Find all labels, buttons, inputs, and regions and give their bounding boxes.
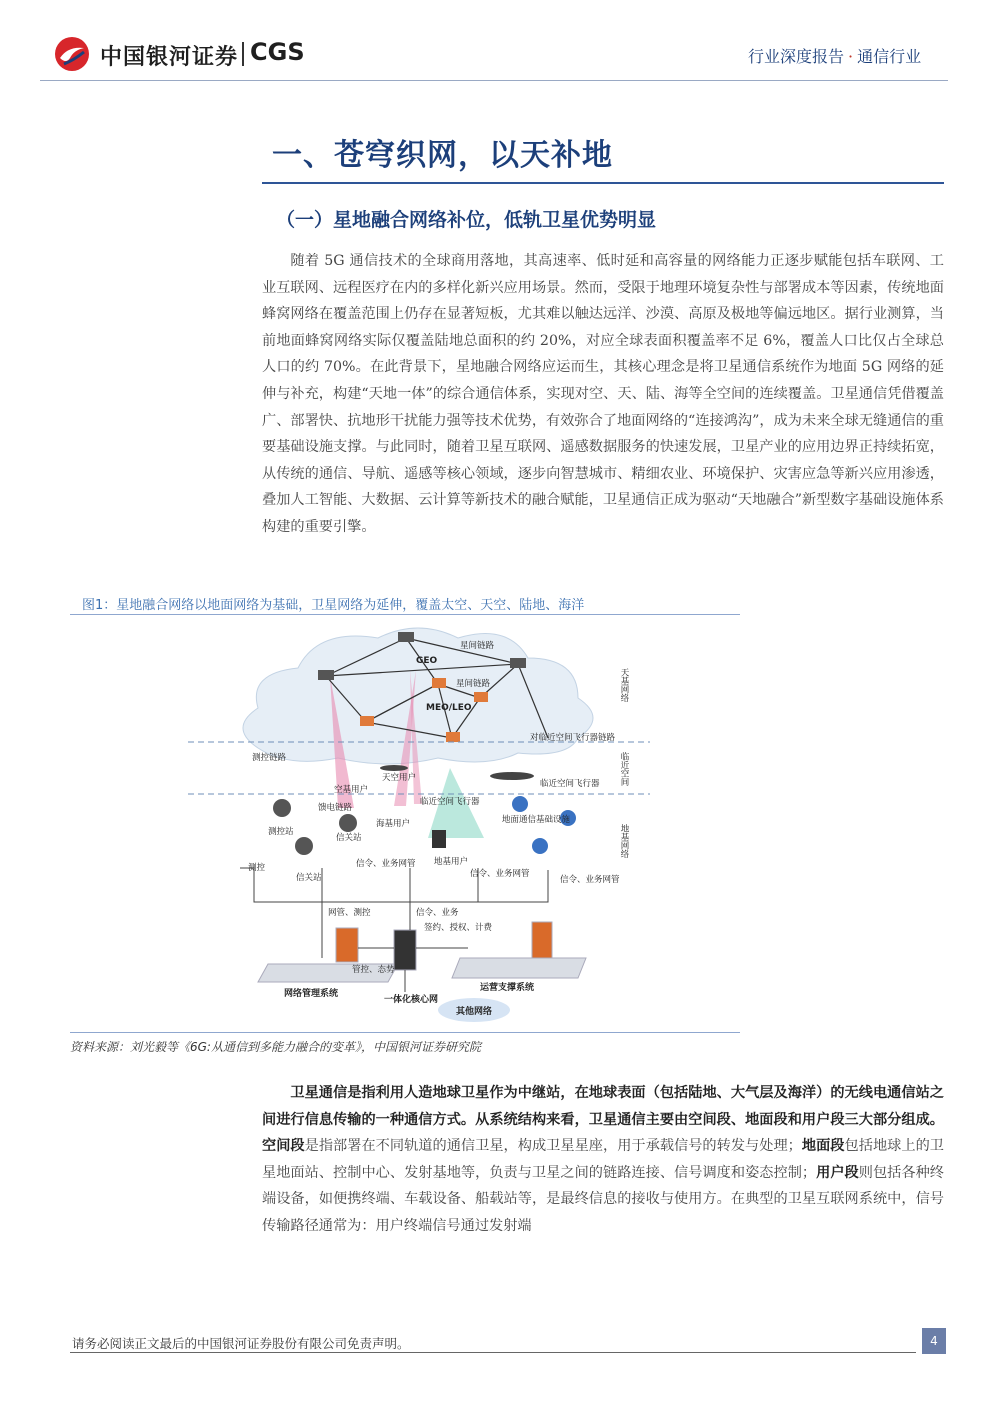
report-header — [748, 44, 921, 67]
geo-label: GEO — [416, 656, 438, 666]
para2-space-text: 是指部署在不同轨道的通信卫星，构成卫星星座，用于承载信号的转发与处理； — [304, 1138, 802, 1155]
gateway-label-2: 信关站 — [296, 873, 322, 883]
body-paragraph-1: 随着 5G 通信技术的全球商用落地，其高速率、低时延和高容量的网络能力正逐步赋能包括车联网、工业互联网、远程医疗在内的多样化新兴应用场景。然而，受限于地理环境复杂性与部署成本等因素，传统地面蜂窝网络在覆盖范围上仍存在显著短板，尤其难以触达远洋、沙漠、高原及极地等偏远地区。据行业测算，当前地面蜂窝网络实际仅覆盖陆地总面积的约 20%，对应全球表面积覆盖率不足 6%，覆盖人口比仅占全球总人口的约 70%。在此背景下，星地融合网络应运而生，其核心理念是将卫星通信系统作为地面 5G 网络的延伸与补充，构建“天地一体”的综合通信体系，实现对空、天、陆、海等全空间的连续覆盖。卫星通信凭借覆盖广、部署快、抗地形干扰能力强等技术优势，有效弥合了地面网络的“连接鸿沟”，成为未来全球无缝通信的重要基础设施支撑。与此同时，随着卫星互联网、遥感数据服务的快速发展，卫星产业的应用边界正持续拓宽，从传统的通信、导航、遥感等核心领域，逐步向智慧城市、精细农业、环境保护、灾害应急等新兴应用渗透，叠加人工智能、大数据、云计算等新技术的融合赋能，卫星通信正成为驱动“天地融合”新型数字基础设施体系构建的重要引擎。 — [262, 253, 944, 535]
meo-leo-label: MEO/LEO — [426, 703, 472, 713]
figure-caption: 图1：星地融合网络以地面网络为基础，卫星网络为延伸，覆盖太空、天空、陆地、海洋 — [82, 598, 585, 613]
air-user-label: 天空用户 — [382, 773, 417, 783]
tt-label: 测控 — [248, 863, 266, 873]
tt-link-label: 测控链路 — [252, 753, 287, 763]
para2-ground-term: 地面段 — [801, 1138, 845, 1155]
ctrl-state-label: 管控、态势 — [352, 965, 395, 975]
sig-mgmt-label-3: 信令、业务网管 — [560, 875, 620, 885]
gateway-label-1: 信关站 — [336, 833, 362, 843]
brand-name-en: CGS — [250, 38, 305, 66]
near-craft-label-2: 临近空间飞行器 — [540, 779, 600, 789]
other-network-label: 其他网络 — [456, 1007, 493, 1017]
brand-name-cn: 中国银河证券 — [100, 45, 239, 70]
para2-space-term: 空间段 — [262, 1138, 305, 1155]
report-type: 行业深度报告 — [748, 47, 845, 66]
near-craft-label-1: 临近空间飞行器 — [420, 797, 480, 807]
sig-biz-label: 信令、业务 — [416, 908, 459, 918]
figure-rule-top — [70, 614, 740, 615]
industry-name: 通信行业 — [857, 47, 922, 66]
ground-network-label: 地基网络 — [619, 824, 629, 858]
cloud-shape — [243, 628, 593, 764]
footer-rule — [70, 1352, 916, 1353]
ground-infra-label: 地面通信基础设施 — [502, 815, 571, 825]
satellite-left-icon — [318, 670, 334, 680]
space-ground-network-diagram — [188, 618, 652, 1028]
brand-divider — [242, 42, 244, 66]
page-number: 4 — [922, 1328, 946, 1354]
tt-station-label: 测控站 — [268, 827, 294, 837]
header-rule — [40, 80, 948, 81]
para2-ground-text: 包括地球上的卫星地面站、控制中心、发射基地等，负责与卫星之间的链路连接、信号调度和姿态控制； — [262, 1138, 944, 1181]
sea-user-label: 海基用户 — [376, 819, 411, 829]
body-paragraph-2 — [262, 1080, 944, 1240]
section-title: 一、苍穹织网，以天补地 — [272, 138, 613, 173]
space-user-label: 空基用户 — [334, 785, 369, 795]
nms-label: 网络管理系统 — [284, 989, 339, 999]
isl-label-2: 星间链路 — [456, 679, 491, 689]
mgmt-tt-label: 网管、测控 — [328, 908, 371, 918]
sign-auth-label: 签约、授权、计费 — [424, 923, 493, 933]
ground-user-label: 地基用户 — [434, 857, 469, 867]
figure-rule-bottom — [70, 1032, 740, 1033]
ops-support-label: 运营支撑系统 — [480, 983, 535, 993]
core-network-label: 一体化核心网 — [384, 995, 439, 1005]
geo-satellite-icon — [398, 632, 414, 642]
brand-logo-icon — [54, 36, 90, 72]
para2-user-term: 用户段 — [816, 1164, 859, 1181]
near-space-label: 临近空间 — [619, 752, 629, 786]
near-space-link-label: 对临近空间飞行器链路 — [530, 733, 616, 743]
space-network-label: 天基网络 — [619, 668, 629, 702]
header-separator: · — [848, 47, 854, 66]
para2-lead: 卫星通信是指利用人造地球卫星作为中继站，在地球表面（包括陆地、大气层及海洋）的无线电通信站之间进行信息传输的一种通信方式。从系统结构来看，卫星通信主要由空间段、地面段和用户段三大部分组成。 — [262, 1085, 944, 1128]
ground-facilities — [258, 922, 586, 982]
feeder-link-label: 馈电链路 — [318, 803, 353, 813]
footer-disclaimer: 请务必阅读正文最后的中国银河证券股份有限公司免责声明。 — [72, 1336, 410, 1351]
section-title-rule — [262, 182, 944, 184]
figure-source: 资料来源：刘光毅等《6G:从通信到多能力融合的变革》，中国银河证券研究院 — [70, 1040, 481, 1054]
para2-user-text: 则包括各种终端设备，如便携终端、车载设备、船载站等，是最终信息的接收与使用方。在典型的卫星互联网系统中，信号传输路径通常为：用户终端信号通过发射端 — [262, 1164, 944, 1234]
sig-mgmt-label-1: 信令、业务网管 — [356, 859, 416, 869]
isl-label-1: 星间链路 — [460, 641, 495, 651]
satellite-right-icon — [510, 658, 526, 668]
section-subtitle: （一）星地融合网络补位，低轨卫星优势明显 — [276, 209, 657, 231]
sig-mgmt-label-2: 信令、业务网管 — [470, 869, 530, 879]
